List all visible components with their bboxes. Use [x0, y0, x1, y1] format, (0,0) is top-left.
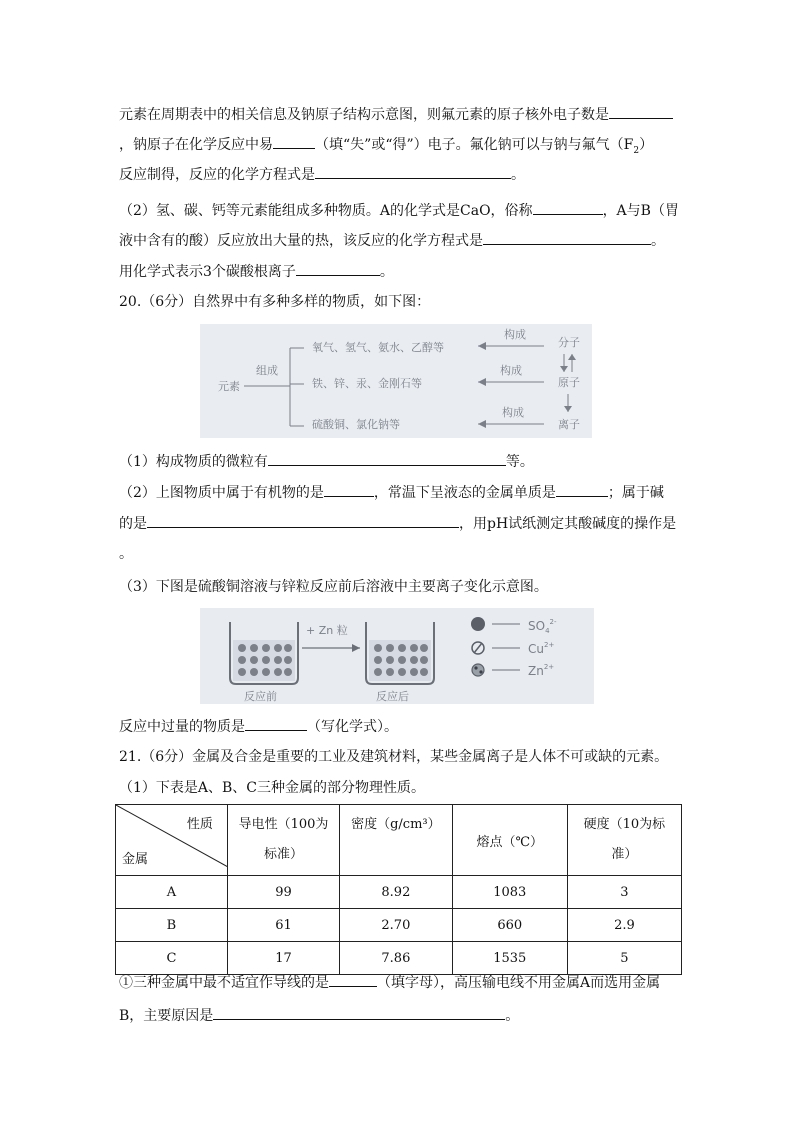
q20-part3: （3）下图是硫酸铜溶液与锌粒反应前后溶液中主要离子变化示意图。: [119, 579, 548, 595]
q19-part2-line1: （2）氢、碳、钙等元素能组成多种物质。A的化学式是CaO，俗称 ，A与B（胃: [119, 200, 679, 221]
table-row: B 61 2.70 660 2.9: [116, 909, 682, 942]
substance-classification-figure: [200, 324, 592, 438]
substance-group-3: 硫酸铜、氯化钠等: [312, 418, 400, 431]
answer-blank[interactable]: [147, 513, 459, 528]
add-zn-label: + Zn 粒: [306, 624, 348, 637]
sulfate-ion-label: $SO_4^{2-}$: [528, 618, 557, 635]
table-row: C 17 7.86 1535 5: [116, 942, 682, 975]
zinc-ion-label: $Zn^{2+}$: [528, 663, 555, 678]
copper-ion-label: $Cu^{2+}$: [528, 641, 555, 656]
q21-part1: （1）下表是A、B、C三种金属的部分物理性质。: [119, 780, 426, 796]
table-row: A 99 8.92 1083 3: [116, 876, 682, 909]
q21-q1-line1: ①三种金属中最不适宜作导线的是 （填字母），高压输电线不用金属A而选用金属: [119, 972, 660, 993]
answer-blank[interactable]: [533, 200, 603, 215]
q21-q1-line2: B，主要原因是 。: [119, 1005, 519, 1026]
answer-blank[interactable]: [556, 482, 608, 497]
sulfate-ion-icon: [471, 617, 485, 631]
before-label: 反应前: [244, 690, 277, 703]
q19-part2-line2: 液中含有的酸）反应放出大量的热，该反应的化学方程式是 。: [119, 230, 665, 251]
corner-header-cell: 性质 金属: [116, 805, 228, 876]
constitute-label-2: 构成: [500, 364, 522, 377]
header-conductivity: 导电性（100为 标准）: [227, 805, 339, 876]
q19-part2-line3: 用化学式表示3个碳酸根离子 。: [119, 261, 394, 282]
q20-part3-answer: 反应中过量的物质是 （写化学式）。: [119, 716, 398, 737]
substance-group-1: 氧气、氢气、氨水、乙醇等: [312, 341, 444, 354]
substance-group-2: 铁、锌、汞、金刚石等: [312, 377, 422, 390]
answer-blank[interactable]: [245, 716, 307, 731]
answer-blank[interactable]: [609, 104, 673, 119]
header-melting-point: 熔点（℃）: [452, 805, 567, 876]
q19-line3: 反应制得，反应的化学方程式是 。: [119, 164, 525, 185]
ion-label: 离子: [558, 418, 580, 431]
q20-part2-line1: （2）上图物质中属于有机物的是 ，常温下呈液态的金属单质是 ；属于碱: [119, 482, 664, 503]
q20-part2-line3: 。: [119, 546, 133, 562]
table-header-row: [116, 805, 682, 876]
answer-blank[interactable]: [273, 134, 315, 149]
ion-change-figure: [200, 608, 594, 704]
molecule-label: 分子: [558, 336, 580, 349]
answer-blank[interactable]: [483, 230, 651, 245]
answer-blank[interactable]: [315, 164, 511, 179]
q20-part2-line2: 的是 ，用pH试纸测定其酸碱度的操作是: [119, 513, 676, 534]
q21-title: 21.（6分）金属及合金是重要的工业及建筑材料，某些金属离子是人体不可或缺的元素。: [119, 749, 669, 765]
q19-line1: 元素在周期表中的相关信息及钠原子结构示意图，则氟元素的原子核外电子数是: [119, 104, 673, 125]
answer-blank[interactable]: [268, 451, 506, 466]
answer-blank[interactable]: [213, 1005, 505, 1020]
answer-blank[interactable]: [329, 972, 377, 987]
answer-blank[interactable]: [296, 261, 380, 276]
q20-part1: （1）构成物质的微粒有 等。: [119, 451, 534, 472]
compose-label: 组成: [256, 364, 278, 377]
zinc-ion-icon: [472, 664, 484, 676]
constitute-label-1: 构成: [504, 328, 526, 341]
element-label: 元素: [218, 380, 240, 393]
constitute-label-3: 构成: [502, 406, 524, 419]
q20-title: 20.（6分）自然界中有多种多样的物质，如下图：: [119, 294, 431, 310]
q19-line2: ，钠原子在化学反应中易 （填“失”或“得”）电子。氟化钠可以与钠与氟气$(F_2)$: [119, 134, 653, 161]
header-hardness: 硬度（10为标 准）: [567, 805, 681, 876]
metal-properties-table: [115, 804, 682, 975]
after-label: 反应后: [376, 690, 409, 703]
answer-blank[interactable]: [324, 482, 374, 497]
atom-label: 原子: [558, 376, 580, 389]
header-density: 密度（g/cm³）: [340, 805, 452, 876]
